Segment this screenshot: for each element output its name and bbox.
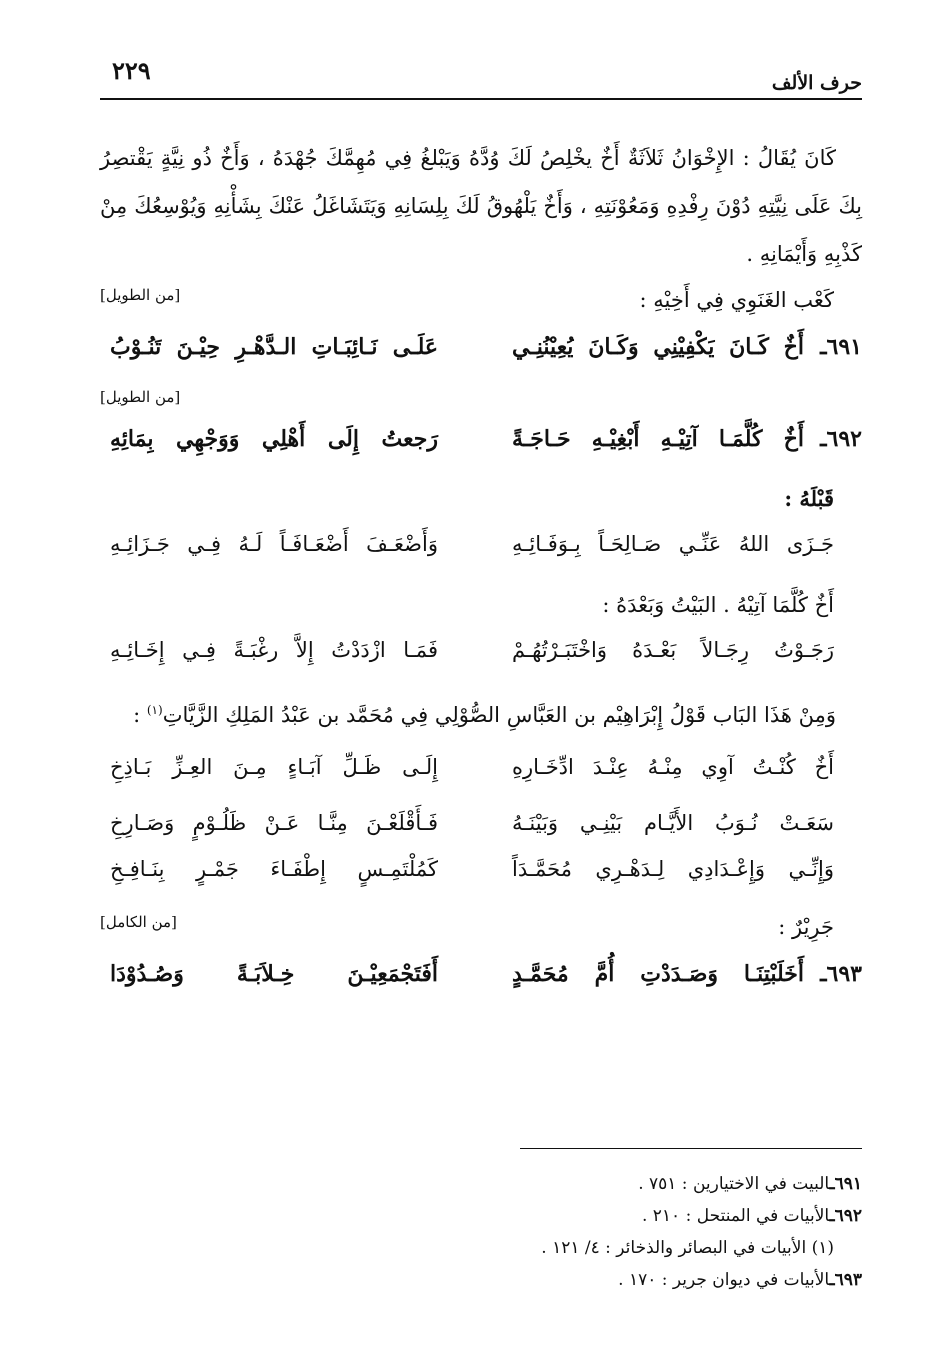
page-header [100,50,862,100]
footnote-text: الأبيات في ديوان جرير : ١٧٠ . [618,1270,830,1290]
meter-label: [من الطويل] [100,388,181,406]
header-rule [100,98,862,100]
intro-jarir: جَرِيْرٌ : [778,915,834,939]
verse-second-hemistich: أَفَتَجْمَعِيْـنَ خِـلاَبَـةً وَصُـدُوْدَا [110,961,438,987]
verse-first-hemistich: أَخَلَبْتِنَـا وَصَـدَدْتِ أُمَّ مُحَمَّـدٍ [512,961,804,987]
meter-label: [من الطويل] [100,286,181,304]
verse-second-hemistich: فَمَـا ازْدَدْتُ إِلاَّ رغْبَـةً فِـي إِخَـائِـهِ [110,638,438,662]
opening-paragraph: كَانَ يُقَالُ : الإِخْوَانُ ثَلاَثَةٌ أَخٌ يخْلِصُ لَكَ وُدَّهُ وَيَبْلغُ فِي مُهِمَّكَ جُهْدَهُ ، وَأَخٌ ذُو نِيَّةٍ يَقْتصِرُ بِكَ عَلَى نِيَّتِهِ دُوْنَ رِفْدِهِ وَمَعُوْنَتِهِ ، وَأَخٌ يَلْهُوقُ لَكَ بِلِسَانِهِ وَيَتَشَاغَلُ عَنْكَ بِشَأْنِهِ وَيُوْسِعُكَ مِنْ كَذْبِهِ وَأَيْمَانِهِ . [100,146,862,266]
footnote-rule [520,1148,862,1149]
verse-second-hemistich: إِلَـى ظَـلِّ آبَـاءٍ مِـنَ العِـزِّ بَـاذِخِ [110,755,438,779]
verse-692 [100,418,862,474]
verse-zayyat-3 [100,849,862,905]
footnote-number: ٦٩٢ـ [829,1206,862,1226]
verse-first-hemistich: رَجَـوْتُ رِجَـالاً بَعْـدَهُ وَاخْتَبَـرْتُهُـمْ [512,638,834,662]
bab-colon: : [133,703,147,727]
verse-691 [100,326,862,382]
page-number: ٢٢٩ [112,56,151,85]
meter-label: [من الكامل] [100,913,177,931]
footnote-text: الأبيات في المنتحل : ٢١٠ . [641,1206,830,1226]
footnote-693 [162,1264,862,1296]
chapter-title: حرف الألف [771,72,862,94]
verse-number: ٦٩١ـ [820,334,862,360]
footnote-text: (١) الأبيات في البصائر والذخائر : ٤/ ١٢١ . [541,1238,834,1258]
intro-kaab: كَعْب الغَنَوِي فِي أَخِيْهِ : [639,288,834,312]
footnote-number: ٦٩٣ـ [829,1270,862,1290]
qablahu-line: قَبْلَهُ : [784,486,834,511]
verse-second-hemistich: وَأَضْعَـفَ أَضْعَـافَـاً لَـهُ فِـي جَـزَائِـهِ [110,532,438,556]
intro-kaab-row [100,284,862,326]
footnotes [162,1168,862,1296]
footnote-text: البيت في الاختيارين : ٧٥١ . [638,1174,830,1194]
footnote-1 [162,1232,862,1264]
footnote-692 [162,1200,862,1232]
verse-first-hemistich: جَـزَى اللهُ عَنِّـي صَـالِحَـاً بِـوَفَـائِـهِ [512,532,834,556]
verse-qablahu [100,524,862,580]
page-body [100,134,862,1009]
verse-second-hemistich: فَـأَقْلَعْـنَ مِنَّـا عَـنْ ظَلُـوْمٍ وَصَـارِخِ [110,811,438,835]
footnote-number: ٦٩١ـ [829,1174,862,1194]
verse-zayyat-2 [100,803,862,849]
bab-text: وَمِنْ هَذَا البَاب قَوْلُ إِبْرَاهِيْم بن العَبَّاسِ الصُّوْلِي فِي مُحَمَّد بن عَبْدُ المَلِكِ الزَّيَّاتِ [162,703,836,727]
verse-first-hemistich: سَعَـتْ نُـوَبُ الأَيَّـام بَيْنِـي وَبَيْنَـهُ [512,811,834,835]
verse-number: ٦٩٣ـ [820,961,862,987]
meter-row [100,382,862,418]
verse-second-hemistich: عَلَـى نَـائِبَـاتِ الـدَّهْـرِ حِيْـنَ تَنُـوْبُ [110,334,438,360]
footnote-691 [162,1168,862,1200]
baadahu-line: أَخٌ كُلَّمَا آتِيْهُ . البَيْتُ وَبَعْدَهُ : [602,593,834,617]
footnote-ref[interactable]: (١) [146,703,163,717]
verse-693 [100,953,862,1009]
bab-paragraph [100,686,862,739]
verse-zayyat-1 [100,747,862,803]
verse-number: ٦٩٢ـ [820,426,862,452]
verse-first-hemistich: أَخٌ كُنْـتُ آوِي مِنْـهُ عِنْـدَ ادِّخَـارِهِ [512,755,834,779]
verse-first-hemistich: وَإِنِّـي وَإِعْـدَادِي لِـدَهْـرِي مُحَمَّـدَاً [512,857,834,881]
verse-baadahu [100,630,862,686]
verse-first-hemistich: أَخٌ كَـانَ يَكْفِيْنِي وَكَـانَ يُعِيْنُنِـي [512,334,804,360]
intro-jarir-row [100,911,862,953]
verse-first-hemistich: أَخٌ كُلَّمَـا آتِيْـهِ أَبْغِيْـهِ حَـاجَـةً [512,426,804,452]
verse-second-hemistich: كَمُلْتَمِـسٍ إِطْفَـاءَ جَمْـرٍ بِنَـافِـخِ [110,857,438,881]
verse-second-hemistich: رَجعتُ إِلَى أَهْلِي وَوَجْهِي بِمَائِهِ [110,426,438,452]
